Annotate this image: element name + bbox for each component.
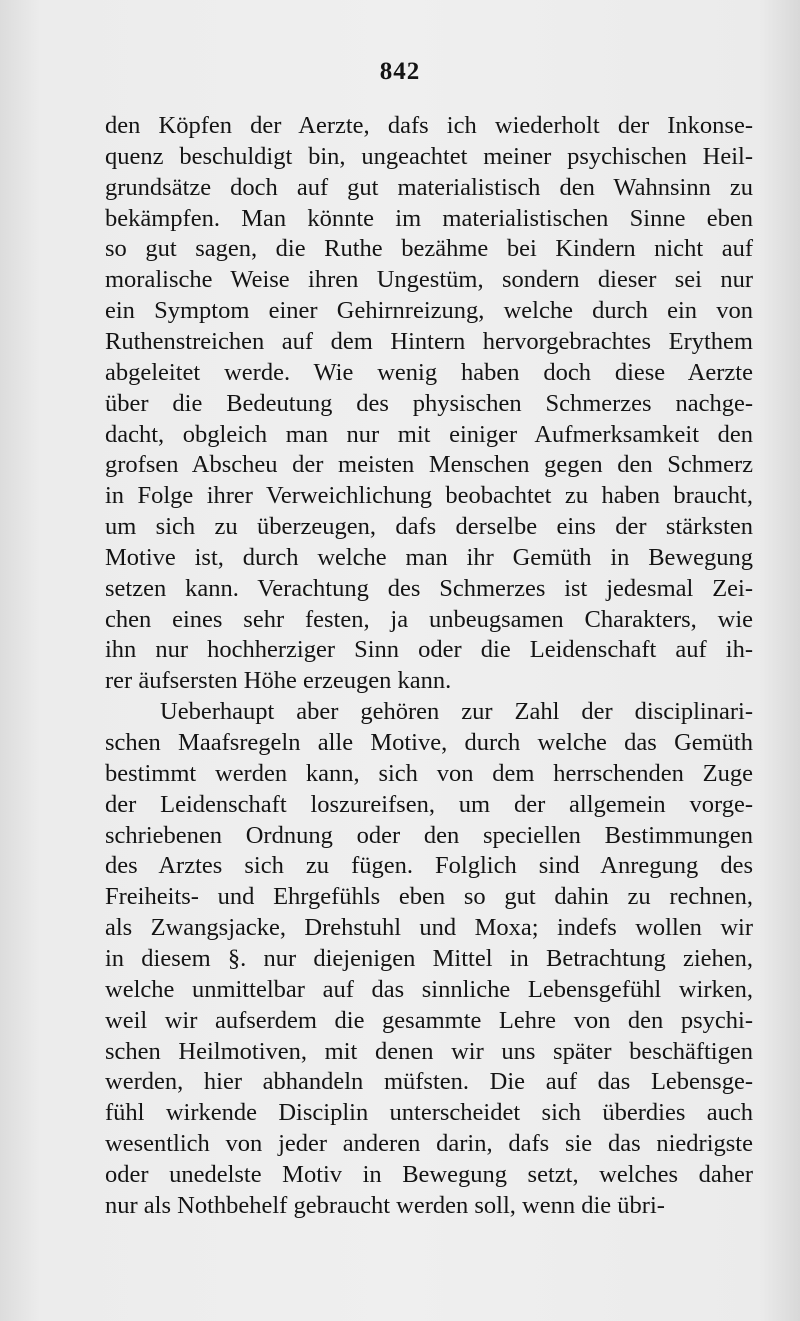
text-line: oder unedelste Motiv in Bewegung setzt, welches daher	[105, 1160, 753, 1188]
text-line: rer äufsersten Höhe erzeugen kann.	[105, 667, 452, 695]
text-line: schen Heilmotiven, mit denen wir uns später beschäftigen	[105, 1037, 753, 1065]
text-line: Ruthenstreichen auf dem Hintern hervorgebrachtes Erythem	[105, 327, 753, 355]
text-line: abgeleitet werde. Wie wenig haben doch diese Aerzte	[105, 358, 753, 386]
text-line: grofsen Abscheu der meisten Menschen gegen den Schmerz	[105, 451, 753, 479]
text-line: weil wir aufserdem die gesammte Lehre von den psychi-	[105, 1006, 753, 1034]
text-line: grundsätze doch auf gut materialistisch den Wahnsinn zu	[105, 173, 753, 201]
text-line: ihn nur hochherziger Sinn oder die Leidenschaft auf ih-	[105, 636, 753, 664]
text-line: fühl wirkende Disciplin unterscheidet sich überdies auch	[105, 1099, 753, 1127]
text-line: chen eines sehr festen, ja unbeugsamen Charakters, wie	[105, 605, 753, 633]
text-line: der Leidenschaft loszureifsen, um der allgemein vorge-	[105, 790, 753, 818]
text-line: in Folge ihrer Verweichlichung beobachtet zu haben braucht,	[105, 482, 753, 510]
text-line: ein Symptom einer Gehirnreizung, welche durch ein von	[105, 297, 753, 325]
text-line: schen Maafsregeln alle Motive, durch welche das Gemüth	[105, 729, 753, 756]
text-line: nur als Nothbehelf gebraucht werden soll, wenn die übri-	[105, 1191, 665, 1219]
text-line: so gut sagen, die Ruthe bezähme bei Kindern nicht auf	[105, 235, 753, 263]
text-line: in diesem §. nur diejenigen Mittel in Betrachtung ziehen,	[105, 944, 753, 972]
text-line: wesentlich von jeder anderen darin, dafs sie das niedrigste	[105, 1130, 753, 1158]
text-line: Ueberhaupt aber gehören zur Zahl der disciplinari-	[160, 698, 753, 726]
text-line: Motive ist, durch welche man ihr Gemüth in Bewegung	[105, 543, 753, 571]
text-line: als Zwangsjacke, Drehstuhl und Moxa; indefs wollen wir	[105, 914, 753, 942]
text-line: bekämpfen. Man könnte im materialistischen Sinne eben	[105, 204, 753, 232]
text-line: um sich zu überzeugen, dafs derselbe eins der stärksten	[105, 513, 753, 541]
text-line: dacht, obgleich man nur mit einiger Aufmerksamkeit den	[105, 420, 753, 448]
text-line: bestimmt werden kann, sich von dem herrschenden Zuge	[105, 759, 753, 787]
text-line: werden, hier abhandeln müfsten. Die auf das Lebensge-	[105, 1068, 753, 1096]
page-number: 842	[379, 58, 421, 85]
text-line: setzen kann. Verachtung des Schmerzes ist jedesmal Zei-	[105, 574, 753, 602]
text-line: welche unmittelbar auf das sinnliche Lebensgefühl wirken,	[105, 975, 753, 1003]
text-line: den Köpfen der Aerzte, dafs ich wiederholt der Inkonse-	[105, 112, 753, 139]
text-line: schriebenen Ordnung oder den speciellen Bestimmungen	[105, 821, 753, 849]
text-line: Freiheits- und Ehrgefühls eben so gut dahin zu rechnen,	[105, 883, 753, 911]
text-line: moralische Weise ihren Ungestüm, sondern dieser sei nur	[105, 266, 753, 294]
text-line: über die Bedeutung des physischen Schmerzes nachge-	[105, 389, 753, 417]
text-line: quenz beschuldigt bin, ungeachtet meiner psychischen Heil-	[105, 142, 753, 170]
text-line: des Arztes sich zu fügen. Folglich sind Anregung des	[105, 852, 753, 880]
